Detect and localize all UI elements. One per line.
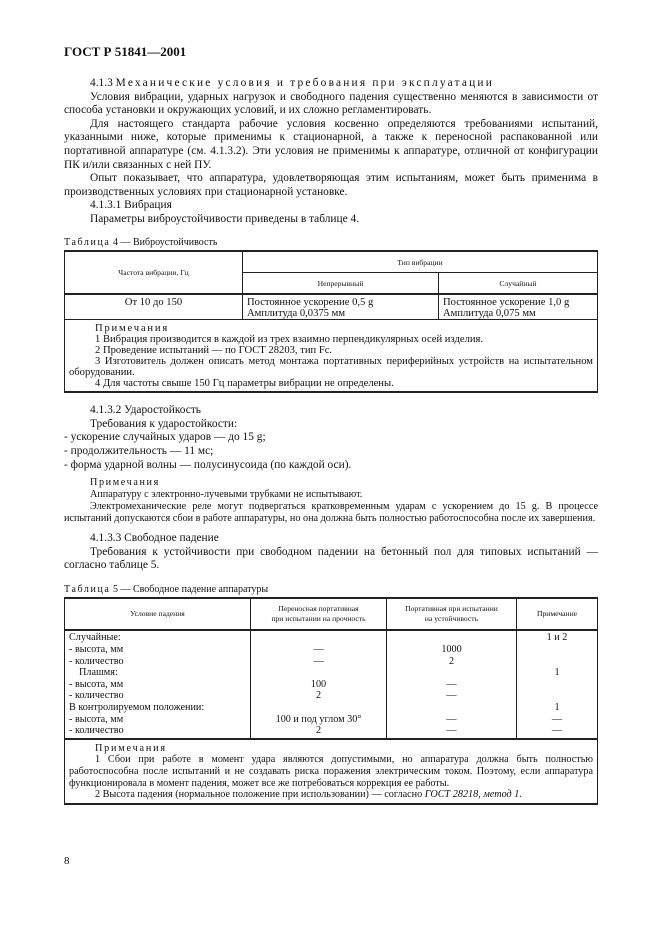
header-random: Случайный (439, 273, 598, 295)
note-item: 1 Вибрация производится в каждой из трех взаимно перпендикулярных осей изделия. (95, 334, 484, 346)
page-body (64, 77, 598, 805)
section-4-1-3-3-heading: 4.1.3.3 Свободное падение (90, 532, 219, 545)
column-condition: Случайные: - высота, мм - количество Плашмя: - высота, мм - количество В контролируемом положении: - высота, мм - количество (65, 630, 251, 738)
notes-heading: Примечания (95, 323, 169, 335)
page-number: 8 (64, 855, 70, 867)
note-item: 1 Сбои при работе в момент удара являются допустимыми, но аппаратура должна быть полностью работоспособна после испытаний и не создавать риска поражения электрическим током. Поэтому, если аппаратура функционировала в момент падения, может все же потребоваться коррекция ее работы. (69, 754, 593, 789)
header-frequency: Частота вибрации, Гц (65, 251, 243, 294)
header-vibration-type: Тип вибрации (243, 251, 598, 273)
paragraph: Требования к устойчивости при свободном падении на бетонный пол для типовых испытаний — согласно таблице 5. (64, 545, 598, 572)
table-5-caption: Таблица 5 — Свободное падение аппаратуры (64, 583, 269, 595)
list-item: - продолжительность — 11 мс; (64, 444, 214, 457)
note-item: 2 Проведение испытаний — по ГОСТ 28203, тип Fc. (95, 345, 333, 357)
note-item: 4 Для частоты свыше 150 Гц параметры вибрации не определены. (95, 378, 394, 390)
header-note: Примечание (517, 598, 598, 630)
section-4-1-3-2-notes (64, 477, 598, 525)
column-note: 1 и 2 1 1 — — (517, 630, 598, 738)
table-4 (64, 250, 598, 393)
cell-random: Постоянное ускорение 1,0 g Амплитуда 0,075 мм (439, 294, 598, 320)
section-4-1-3-1-heading: 4.1.3.1 Вибрация (90, 199, 172, 212)
section-4-1-3-2-heading: 4.1.3.2 Ударостойкость (90, 404, 202, 417)
header-stability: Портативная при испытании на устойчивость (387, 598, 517, 630)
list-item: - ускорение случайных ударов — до 15 g; (64, 431, 266, 444)
header-condition: Условие падения (65, 598, 251, 630)
paragraph: Параметры виброустойчивости приведены в таблице 4. (90, 212, 360, 225)
table-4-caption: Таблица 4 — Виброустойчивость (64, 236, 218, 248)
column-strength: — — 100 2 100 и под углом 30° 2 (251, 630, 387, 738)
note-item: 2 Высота падения (нормальное положение при использовании) — согласно ГОСТ 28218, метод 1. (95, 789, 522, 801)
table-5-notes (65, 739, 598, 804)
table-4-notes (65, 320, 598, 393)
cell-frequency: От 10 до 150 (65, 294, 243, 320)
section-4-1-3-heading (64, 77, 598, 91)
note-item: Электромеханические реле могут подвергаться кратковременным ударам с ускорением до 15 g. В процессе испытаний допускаются сбои в работе аппаратуры, но она должна быть полностью работоспособна после их завершения. (64, 501, 598, 525)
paragraph: Опыт показывает, что аппаратура, удовлетворяющая этим испытаниям, может быть применима в производственных условиях при стационарной установке. (64, 172, 598, 198)
section-title: Механические условия и требования при эксплуатации (115, 77, 495, 89)
paragraph: Условия вибрации, ударных нагрузок и свободного падения существенно меняются в зависимости от способа установки и окружающих условий, и их сложно регламентировать. (64, 90, 598, 117)
notes-heading: Примечания (95, 742, 167, 754)
paragraph: Для настоящего стандарта рабочие условия косвенно определяются требованиями испытаний, указанными ниже, которые применимы к стационарной, а также к переносной распакованной или портативной аппаратуре (см. 4.1.3.2). Эти условия не применимы к аппаратуре, отличной от конфигурации ПК и/или связанных с ней ПУ. (64, 117, 598, 171)
note-item: 3 Изготовитель должен описать метод монтажа портативных периферийных устройств на испытательном оборудовании. (69, 356, 593, 379)
paragraph: Требования к ударостойкости: (90, 417, 238, 430)
notes-heading: Примечания (90, 477, 160, 489)
header-continuous: Непрерывный (243, 273, 439, 295)
list-item: - форма ударной волны — полусинусоида (по каждой оси). (64, 458, 352, 471)
section-number: 4.1.3 (90, 77, 113, 89)
table-5 (64, 597, 598, 804)
cell-continuous: Постоянное ускорение 0,5 g Амплитуда 0,0375 мм (243, 294, 439, 320)
standard-reference: ГОСТ 28218, метод 1. (424, 789, 522, 801)
header-strength: Переносная портативная при испытании на прочность (251, 598, 387, 630)
note-item: Аппаратуру с электронно-лучевыми трубками не испытывают. (90, 489, 363, 501)
column-stability: 1000 2 — — — — (387, 630, 517, 738)
standard-header: ГОСТ Р 51841—2001 (64, 44, 187, 59)
